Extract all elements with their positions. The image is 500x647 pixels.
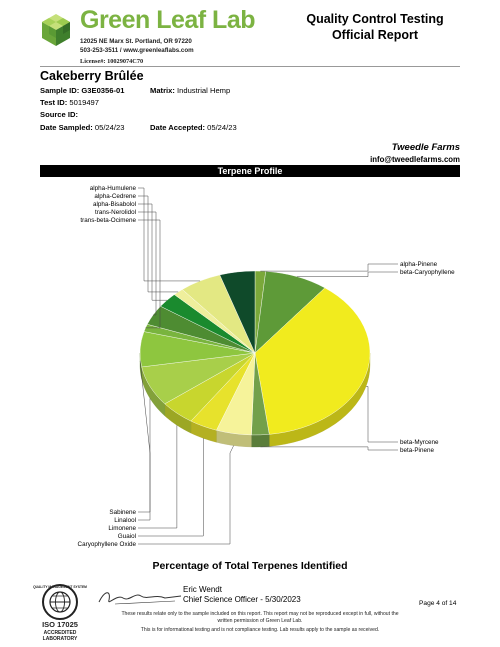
client-email: info@tweedlefarms.com — [370, 155, 460, 164]
chart-label-alpha-cedrene: alpha-Cedrene — [94, 193, 136, 201]
header-divider — [40, 66, 460, 67]
leader-line-limonene — [138, 425, 177, 528]
date-accepted-label: Date Accepted: — [150, 123, 205, 132]
company-contact: 503-253-3511 / www.greenleaflabs.com — [80, 47, 194, 54]
seal-laboratory-text: LABORATORY — [42, 636, 78, 642]
leader-line-alpha-humulene — [138, 188, 200, 281]
signature — [95, 586, 185, 608]
date-accepted-field — [150, 123, 237, 132]
license-number: License#: 10029074C70 — [80, 58, 144, 65]
chart-label-alpha-bisabolol: alpha-Bisabolol — [92, 201, 136, 209]
chart-label-alpha-humulene: alpha-Humulene — [89, 185, 136, 193]
leader-line-guaiol — [138, 438, 203, 536]
company-address: 12025 NE Marx St. Portland, OR 97220 — [80, 38, 192, 45]
sample-name: Cakeberry Brûlée — [40, 69, 144, 83]
matrix-label: Matrix: — [150, 86, 175, 95]
leader-line-beta-myrcene — [366, 386, 398, 442]
signer-name: Eric Wendt — [183, 585, 222, 594]
disclaimer-line-3: This is for informational testing and is not compliance testing. Lab results apply to the sample as received. — [140, 627, 380, 633]
leader-line-beta-pinene — [260, 447, 398, 450]
page-number: Page 4 of 14 — [419, 600, 457, 607]
source-id-label: Source ID: — [40, 110, 78, 119]
chart-label-guaiol: Guaiol — [117, 533, 136, 541]
matrix-value: Industrial Hemp — [177, 86, 231, 95]
chart-label-trans-nerolidol: trans-Nerolidol — [95, 209, 136, 217]
sample-id-value: G3E0356-01 — [81, 86, 125, 95]
test-id-label: Test ID: — [40, 98, 68, 107]
leader-line-alpha-bisabolol — [138, 204, 167, 300]
leader-line-trans-nerolidol — [138, 212, 156, 315]
chart-label-alpha-pinene: alpha-Pinene — [400, 261, 438, 269]
chart-label-trans-beta-ocimene: trans-beta-Ocimene — [80, 217, 136, 225]
matrix-field — [150, 86, 230, 95]
leader-line-alpha-pinene — [260, 264, 398, 271]
report-title: Quality Control Testing — [306, 12, 444, 26]
sample-id-field — [40, 86, 124, 95]
leader-line-caryophyllene-oxide — [138, 446, 234, 544]
source-id-field — [40, 110, 78, 119]
test-id-field — [40, 98, 99, 107]
chart-label-beta-myrcene: beta-Myrcene — [400, 439, 439, 447]
chart-label-sabinene: Sabinene — [109, 509, 136, 517]
test-id-value: 5019497 — [69, 98, 99, 107]
percent-title: Percentage of Total Terpenes Identified — [152, 560, 348, 572]
chart-label-beta-pinene: beta-Pinene — [400, 447, 434, 455]
green-leaf-logo-cube-icon — [38, 12, 74, 48]
client-name: Tweedle Farms — [391, 142, 460, 153]
company-name: Green Leaf Lab — [80, 6, 255, 34]
terpene-pie-chart — [0, 177, 500, 557]
date-accepted-value: 05/24/23 — [207, 123, 237, 132]
seal-accredited-text: ACCREDITED — [43, 630, 77, 636]
chart-label-linalool: Linalool — [114, 517, 136, 525]
disclaimer-line-2: written permission of Green Leaf Lab. — [217, 618, 303, 624]
report-subtitle: Official Report — [331, 28, 419, 42]
section-title-bar: Terpene Profile — [40, 165, 460, 177]
chart-label-caryophyllene-oxide: Caryophyllene Oxide — [77, 541, 136, 549]
chart-label-beta-caryophyllene: beta-Caryophyllene — [400, 269, 455, 277]
date-sampled-value: 05/24/23 — [94, 123, 125, 132]
leader-line-linalool — [138, 398, 150, 520]
date-sampled-label: Date Sampled: — [40, 123, 93, 132]
leader-line-beta-caryophyllene — [297, 272, 398, 277]
seal-top-text: QUALITY MANAGEMENT SYSTEM — [33, 585, 87, 589]
pie-side-beta-pinene — [251, 434, 269, 447]
date-sampled-field — [40, 123, 124, 132]
sample-id-label: Sample ID: — [40, 86, 80, 95]
seal-iso-text: ISO 17025 — [42, 620, 78, 629]
signer-title: Chief Science Officer - 5/30/2023 — [183, 595, 301, 604]
iso-accreditation-seal — [33, 582, 87, 644]
chart-label-limonene: Limonene — [108, 525, 136, 533]
disclaimer-line-1: These results relate only to the sample included on this report. This report may not be reproduced except in full, without the — [121, 611, 399, 617]
